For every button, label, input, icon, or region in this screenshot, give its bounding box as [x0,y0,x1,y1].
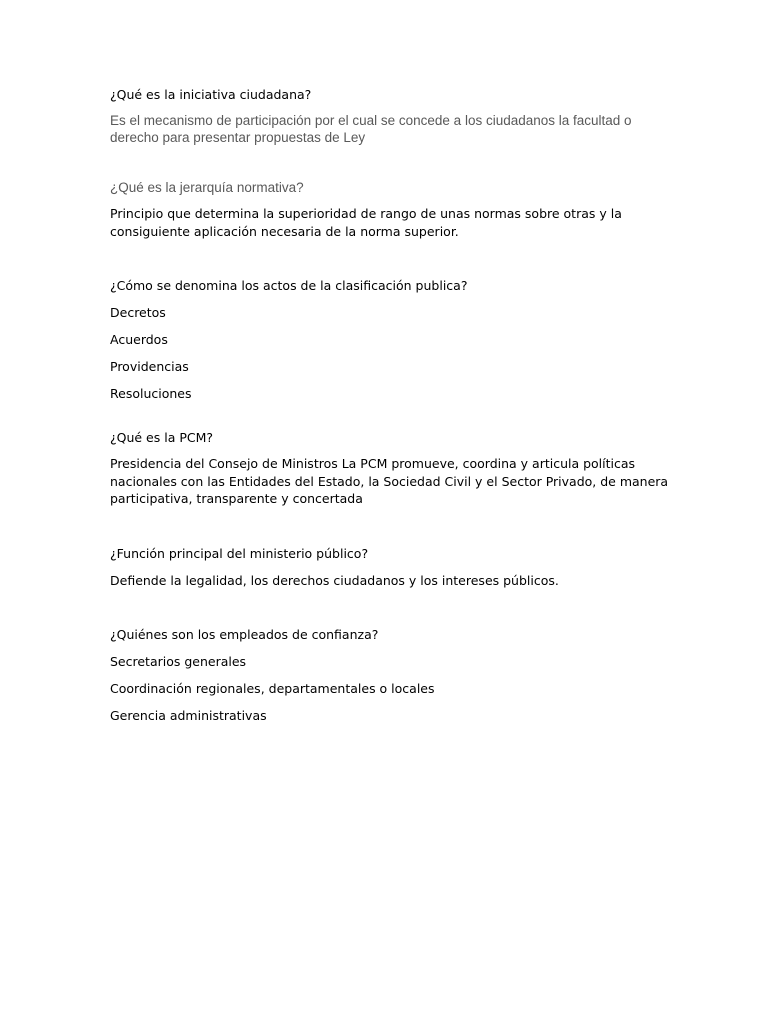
question-1: ¿Qué es la iniciativa ciudadana? [110,87,312,102]
list-item: Acuerdos [110,332,168,347]
answer-1: Es el mecanismo de participación por el cual se concede a los ciudadanos la facultad o derecho para presentar propuestas de Ley [110,113,632,145]
document-body [110,86,670,734]
answer-4: Presidencia del Consejo de Ministros La PCM promueve, coordina y articula políticas nacionales con las Entidades del Estado, la Sociedad Civil y el Sector Privado, de manera participativa, transparente y concertada [110,456,669,506]
question-4: ¿Qué es la PCM? [110,430,214,445]
list-item: Gerencia administrativas [110,708,267,723]
list-item: Providencias [110,359,189,374]
answer-6-list [110,653,670,724]
list-item: Resoluciones [110,386,192,401]
list-item: Secretarios generales [110,654,247,669]
list-item: Coordinación regionales, departamentales o locales [110,681,435,696]
list-item: Decretos [110,305,166,320]
question-6: ¿Quiénes son los empleados de confianza? [110,627,379,642]
question-5: ¿Función principal del ministerio público? [110,545,369,561]
answer-2: Principio que determina la superioridad de rango de unas normas sobre otras y la consiguiente aplicación necesaria de la norma superior. [110,206,622,239]
question-2: ¿Qué es la jerarquía normativa? [110,180,304,195]
question-3: ¿Cómo se denomina los actos de la clasificación publica? [110,278,468,293]
answer-5: Defiende la legalidad, los derechos ciudadanos y los intereses públicos. [110,572,559,588]
answer-3-list [110,304,670,402]
